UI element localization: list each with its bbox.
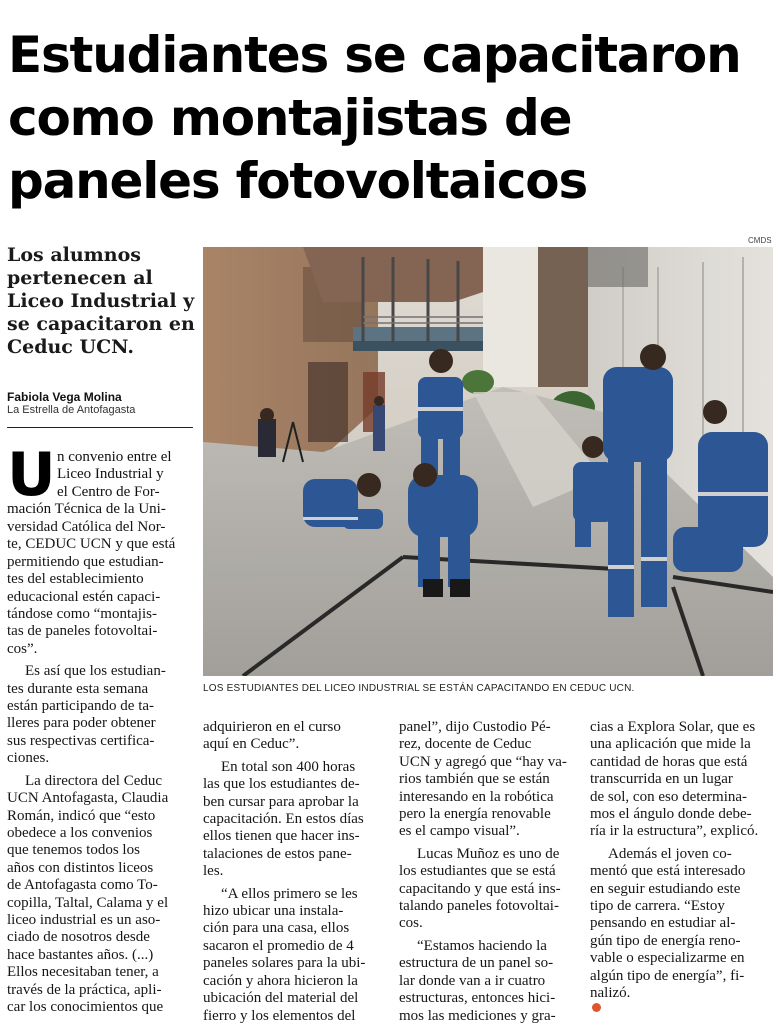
text-line: panel”, dijo Custodio Pé-	[399, 719, 551, 735]
text-line: ciones.	[7, 750, 50, 767]
photo-illustration	[203, 247, 773, 676]
text-line: hace bastantes años. (...)	[7, 946, 154, 963]
text-line: es el campo visual”.	[399, 823, 520, 840]
article-photo	[203, 247, 773, 676]
text-line: liceo industrial es un aso-	[7, 911, 161, 928]
text-line: cantidad de horas que está	[590, 753, 748, 770]
text-line: una aplicación que mide la	[590, 736, 751, 753]
final-text: nalizó.	[590, 985, 631, 1002]
text-line: aquí en Ceduc”.	[203, 736, 300, 753]
article-column-4	[590, 719, 772, 1012]
text-line: ría ir la estructura”, explicó.	[590, 823, 759, 840]
text-line: adquirieron en el curso	[203, 719, 341, 735]
article-column-2	[203, 719, 383, 1025]
text-line: cias a Explora Solar, que es	[590, 719, 756, 735]
text-line: Román, indicó que “esto	[7, 807, 156, 824]
headline	[8, 24, 778, 213]
text-line: ben cursar para aprobar la	[203, 793, 359, 810]
text-line: sacaron el promedio de 4	[203, 937, 354, 954]
article-column-3	[399, 719, 575, 1025]
text-line: Lucas Muñoz es uno de	[417, 845, 560, 862]
lead-line: pertenecen al	[7, 267, 153, 289]
byline-outlet: La Estrella de Antofagasta	[7, 404, 136, 416]
text-line: pero la energía renovable	[399, 806, 551, 823]
text-line: La directora del Ceduc	[25, 772, 163, 789]
text-line: de sol, con eso determina-	[590, 788, 748, 805]
text-line: sus respectivas certifica-	[7, 732, 155, 749]
text-line: ellos tienen que hacer ins-	[203, 828, 360, 845]
byline-rule	[7, 427, 193, 428]
text-line: en seguir estudiando este	[590, 880, 741, 897]
text-line: pensando en estudiar al-	[590, 915, 736, 932]
text-line: En total son 400 horas	[221, 758, 356, 775]
headline-line: paneles fotovoltaicos	[8, 152, 588, 210]
text-line: educacional estén capaci-	[7, 588, 161, 605]
text-line: “A ellos primero se les	[221, 885, 358, 902]
text-line: copilla, Taltal, Calama y el	[7, 894, 169, 911]
lead-line: se capacitaron en	[7, 313, 195, 335]
text-line: cos.	[399, 915, 423, 932]
headline-line: Estudiantes se capacitaron	[8, 26, 741, 84]
text-line: través de la práctica, apli-	[7, 981, 162, 998]
text-line: cos”.	[7, 640, 38, 657]
text-line: te, CEDUC UCN y que está	[7, 536, 176, 553]
text-line: capacitando y que está ins-	[399, 880, 561, 897]
opening-line: Liceo Industrial y	[57, 466, 164, 483]
text-line: les.	[203, 863, 224, 880]
opening-line: el Centro de For-	[57, 483, 160, 500]
text-line: Además el joven co-	[608, 845, 732, 862]
end-mark-icon	[592, 1003, 601, 1012]
opening-line: mación Técnica de la Uni-	[7, 501, 166, 518]
text-line: rios también que se están	[399, 771, 550, 788]
text-line: ciado de nosotros desde	[7, 929, 150, 946]
text-line: hizo ubicar una instala-	[203, 903, 344, 920]
text-line: años con distintos liceos	[7, 859, 154, 876]
headline-line: como montajistas de	[8, 89, 572, 147]
text-line: interesando en la robótica	[399, 788, 554, 805]
text-line: tipo de carrera. “Estoy	[590, 898, 725, 915]
lead-line: Liceo Industrial y	[7, 290, 195, 312]
text-line: versidad Católica del Nor-	[7, 519, 166, 535]
article-column-1	[7, 519, 193, 1016]
opening-line: n convenio entre el	[57, 449, 172, 465]
text-line: capacitación. En estos días	[203, 811, 364, 828]
text-line: mentó que está interesado	[590, 863, 746, 880]
text-line: ubicación del material del	[203, 990, 359, 1007]
text-line: tes durante esta semana	[7, 680, 149, 697]
text-line: mos el ángulo donde debe-	[590, 806, 752, 823]
text-line: UCN Antofagasta, Claudia	[7, 790, 169, 807]
text-line: que tenemos todos los	[7, 842, 140, 859]
text-line: lar donde van a ir cuatro	[399, 972, 546, 989]
text-line: rez, docente de Ceduc	[399, 736, 532, 753]
lead-line: Ceduc UCN.	[7, 336, 134, 358]
text-line: algún tipo de energía”, fi-	[590, 967, 745, 984]
lead-summary	[7, 244, 197, 359]
text-line: las que los estudiantes de-	[203, 776, 360, 793]
text-line: mos las mediciones y gra-	[399, 1007, 556, 1024]
text-line: lleres para poder obtener	[7, 715, 156, 732]
text-line: tes del establecimiento	[7, 571, 144, 588]
text-line: Ellos necesitaban tener, a	[7, 964, 159, 981]
text-line: están participando de ta-	[7, 698, 155, 715]
lead-line: Los alumnos	[7, 244, 141, 266]
text-line: de Antofagasta como To-	[7, 877, 158, 894]
byline-author: Fabiola Vega Molina	[7, 390, 122, 404]
text-line: UCN y agregó que “hay va-	[399, 753, 567, 770]
text-line: los estudiantes que se está	[399, 863, 556, 880]
text-line: talando paneles fotovoltai-	[399, 898, 559, 915]
text-line: cación y ahora hicieron la	[203, 972, 358, 989]
text-line: car los conocimientos que	[7, 998, 164, 1015]
text-line: ción para una casa, ellos	[203, 920, 350, 937]
text-line: permitiendo que estudian-	[7, 553, 164, 570]
text-line: Es así que los estudian-	[25, 663, 166, 680]
text-line: talaciones de estos pane-	[203, 845, 352, 862]
text-line: “Estamos haciendo la	[417, 937, 547, 954]
text-line: fierro y los elementos del	[203, 1007, 356, 1024]
text-line: transcurrida en un lugar	[590, 771, 733, 788]
text-line: paneles solares para la ubi-	[203, 955, 366, 972]
photo-credit: CMDS	[748, 236, 772, 245]
photo-caption: LOS ESTUDIANTES DEL LICEO INDUSTRIAL SE ESTÁN CAPACITANDO EN CEDUC UCN.	[203, 683, 635, 694]
text-line	[590, 985, 772, 1011]
text-line: estructura de un panel so-	[399, 955, 554, 972]
text-line: tas de paneles fotovoltai-	[7, 623, 158, 640]
text-line: estructuras, entonces hici-	[399, 990, 556, 1007]
text-line: vable o especializarme en	[590, 950, 745, 967]
drop-cap: U	[7, 440, 56, 510]
text-line: tándose como “montajis-	[7, 606, 157, 623]
text-line: gún tipo de energía reno-	[590, 932, 741, 949]
text-line: obedece a los convenios	[7, 824, 153, 841]
